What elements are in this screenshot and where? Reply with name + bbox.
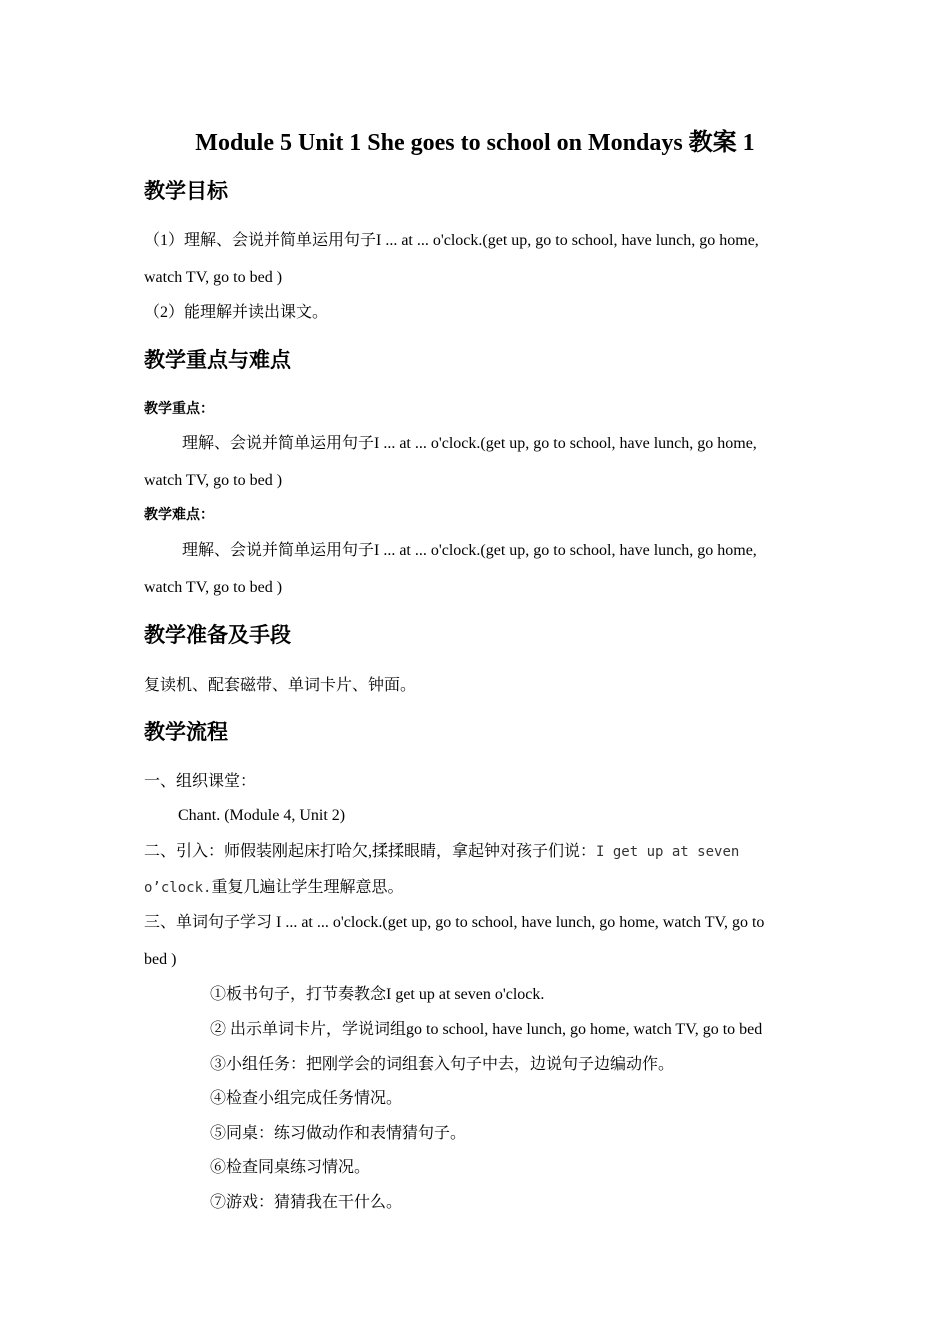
objective-item-1: （1）理解、会说并简单运用句子I ... at ... o'clock.(get up, go to school, have lunch, go home, (144, 232, 759, 249)
substep-7: ⑦游戏：猜猜我在干什么。 (210, 1194, 403, 1211)
focus-text: 理解、会说并简单运用句子I ... at ... o'clock.(get up, go to school, have lunch, go home, (182, 435, 757, 452)
step-2-line-1 (144, 842, 739, 862)
step-2-suffix: 重复几遍让学生理解意思。 (211, 879, 404, 896)
substep-3: ③小组任务：把刚学会的词组套入句子中去，边说句子边编动作。 (210, 1056, 675, 1073)
difficulty-text: 理解、会说并简单运用句子I ... at ... o'clock.(get up, go to school, have lunch, go home, (182, 542, 757, 559)
process-heading: 教学流程 (144, 720, 228, 744)
focus-text-continued: watch TV, go to bed ) (144, 472, 283, 489)
objective-item-1-continued: watch TV, go to bed ) (144, 269, 283, 286)
difficulty-text-continued: watch TV, go to bed ) (144, 579, 283, 596)
step-3-line-2: bed ) (144, 951, 177, 968)
objectives-heading: 教学目标 (144, 179, 228, 203)
preparation-heading: 教学准备及手段 (144, 623, 291, 647)
step-3-line-1: 三、单词句子学习 I ... at ... o'clock.(get up, go to school, have lunch, go home, watch TV, go to (144, 914, 765, 931)
objective-item-2: （2）能理解并读出课文。 (144, 304, 329, 321)
preparation-text: 复读机、配套磁带、单词卡片、钟面。 (144, 677, 417, 694)
step-2-example-continued: o’clock. (144, 880, 212, 896)
substep-5: ⑤同桌：练习做动作和表情猜句子。 (210, 1125, 467, 1142)
step-1-detail: Chant. (Module 4, Unit 2) (178, 807, 346, 824)
substep-6: ⑥检查同桌练习情况。 (210, 1159, 371, 1176)
substep-2: ② 出示单词卡片，学说词组go to school, have lunch, go home, watch TV, go to bed (210, 1021, 763, 1038)
step-1-title: 一、组织课堂： (144, 773, 257, 790)
substep-4: ④检查小组完成任务情况。 (210, 1090, 403, 1107)
step-2-text: 二、引入：师假装刚起床打哈欠,揉揉眼睛，拿起钟对孩子们说： (144, 843, 597, 860)
focus-label: 教学重点： (144, 402, 214, 417)
step-2-line-2 (144, 878, 403, 898)
document-title: Module 5 Unit 1 She goes to school on Mondays 教案 1 (195, 130, 755, 156)
step-2-example: I get up at seven (596, 844, 740, 860)
substep-1: ①板书句子，打节奏教念I get up at seven o'clock. (210, 986, 545, 1003)
difficulty-label: 教学难点： (144, 508, 214, 523)
key-points-heading: 教学重点与难点 (144, 348, 291, 372)
